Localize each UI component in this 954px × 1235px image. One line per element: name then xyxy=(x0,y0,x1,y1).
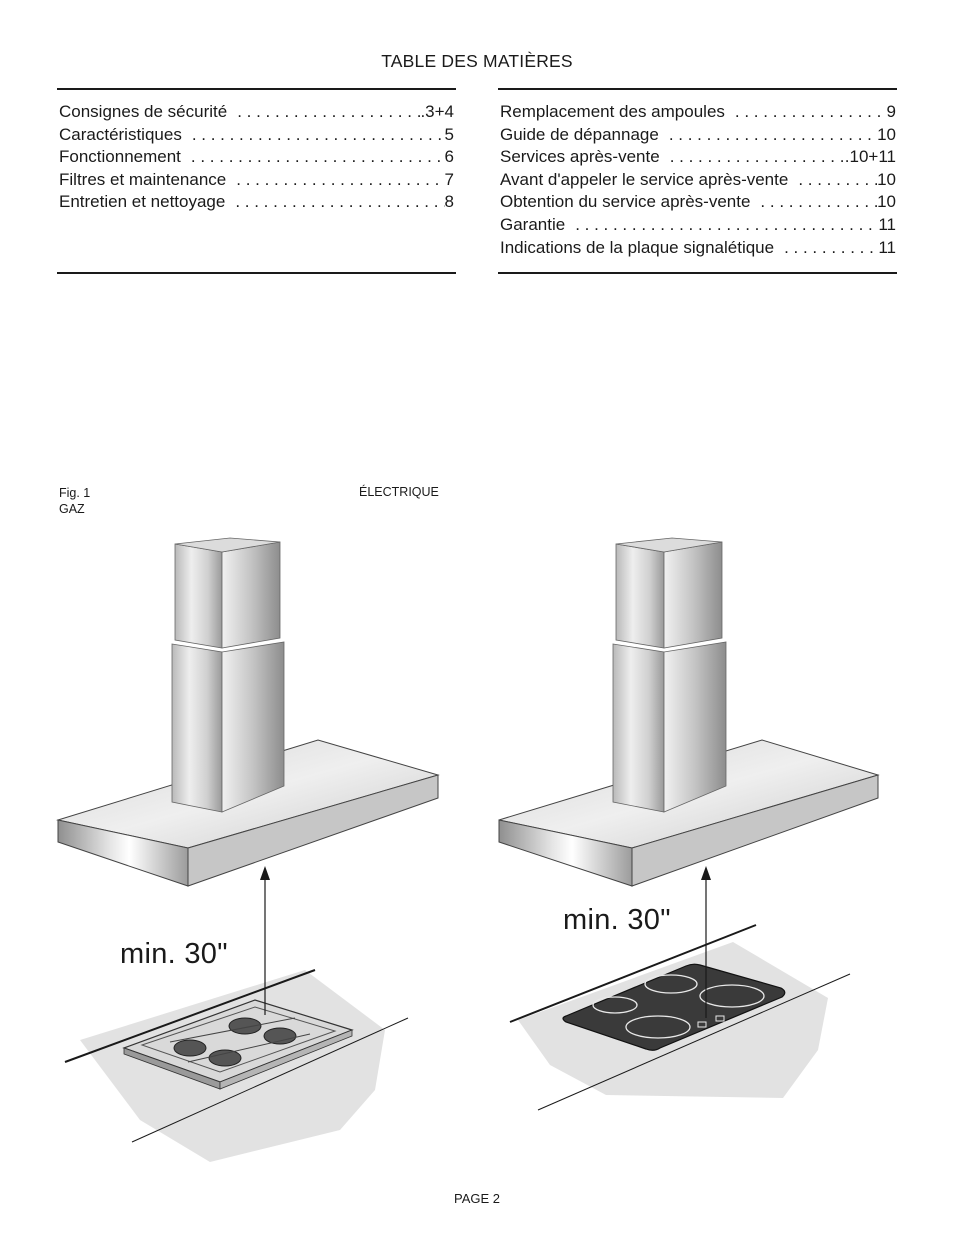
toc-entry[interactable] xyxy=(59,170,454,193)
gas-clearance-label: min. 30" xyxy=(120,938,228,970)
toc-dot-leader xyxy=(725,102,887,122)
toc-entry-label: Guide de dépannage xyxy=(500,124,659,144)
toc-entry-page: .3+4 xyxy=(420,102,454,121)
toc-entry-page: 10 xyxy=(877,192,896,212)
figure-caption xyxy=(59,485,90,517)
electric-hood-drawing xyxy=(478,530,918,1130)
toc-entry-page: 5 xyxy=(444,124,454,144)
toc-entry-label: Remplacement des ampoules xyxy=(500,102,725,121)
toc-entry[interactable] xyxy=(500,102,896,125)
toc-entry-label: Obtention du service après-vente xyxy=(500,192,751,212)
toc-dot-leader xyxy=(660,147,845,167)
electric-hood-illustration xyxy=(478,530,918,1130)
toc-entry-label: Caractéristiques xyxy=(59,124,182,144)
toc-entry-label: Services après-vente xyxy=(500,147,660,167)
toc-left-column xyxy=(59,102,454,215)
toc-entry[interactable] xyxy=(500,192,896,215)
toc-dot-leader xyxy=(750,192,877,212)
toc-dot-leader xyxy=(565,215,878,235)
toc-entry-page: 7 xyxy=(444,169,454,189)
gas-hood-drawing xyxy=(40,530,480,1180)
toc-entry-page: 11 xyxy=(878,214,896,234)
figure-number: Fig. 1 xyxy=(59,486,91,500)
toc-entry[interactable] xyxy=(500,238,896,261)
toc-entry[interactable] xyxy=(500,147,896,170)
toc-dot-leader xyxy=(788,170,877,190)
toc-dot-leader xyxy=(227,102,420,122)
toc-entry-label: Indications de la plaque signalétique xyxy=(500,237,775,257)
toc-dot-leader xyxy=(225,192,444,212)
toc-dot-leader xyxy=(182,125,445,145)
toc-entry[interactable] xyxy=(500,125,896,148)
toc-entry-page: 6 xyxy=(444,147,454,167)
page-number: PAGE 2 xyxy=(453,1191,500,1206)
toc-entry-page: 10 xyxy=(877,124,896,144)
toc-entry-label: Avant d'appeler le service après-vente xyxy=(500,169,789,189)
electric-label: ÉLECTRIQUE xyxy=(359,485,439,499)
electric-hood-chimney xyxy=(613,538,726,812)
toc-rule-top-right xyxy=(498,88,897,90)
gas-label: GAZ xyxy=(59,502,85,516)
toc-entry-label: Entretien et nettoyage xyxy=(59,192,226,212)
toc-title: TABLE DES MATIÈRES xyxy=(381,51,573,71)
toc-rule-bottom-right xyxy=(498,272,897,274)
gas-hood-chimney xyxy=(172,538,284,812)
toc-right-column xyxy=(500,102,896,260)
toc-entry-page: 10 xyxy=(877,169,896,189)
toc-rule-bottom-left xyxy=(57,272,456,274)
toc-entry[interactable] xyxy=(59,192,454,215)
toc-entry-label: Fonctionnement xyxy=(59,147,181,167)
toc-dot-leader xyxy=(659,125,877,145)
electric-clearance-label: min. 30" xyxy=(563,904,671,936)
toc-dot-leader xyxy=(181,147,445,167)
toc-entry-label: Garantie xyxy=(500,214,566,234)
toc-entry[interactable] xyxy=(500,215,896,238)
toc-entry[interactable] xyxy=(59,102,454,125)
toc-entry-page: 9 xyxy=(886,102,896,121)
toc-entry-page: 8 xyxy=(444,192,454,212)
toc-entry-page: .10+11 xyxy=(844,147,896,167)
toc-entry-label: Filtres et maintenance xyxy=(59,169,227,189)
toc-entry[interactable] xyxy=(500,170,896,193)
toc-entry[interactable] xyxy=(59,147,454,170)
toc-entry[interactable] xyxy=(59,125,454,148)
gas-hood-illustration xyxy=(40,530,480,1180)
toc-dot-leader xyxy=(226,170,444,190)
toc-rule-top-left xyxy=(57,88,456,90)
toc-entry-label: Consignes de sécurité xyxy=(59,102,228,121)
toc-dot-leader xyxy=(774,238,878,258)
toc-entry-page: 11 xyxy=(878,237,896,257)
